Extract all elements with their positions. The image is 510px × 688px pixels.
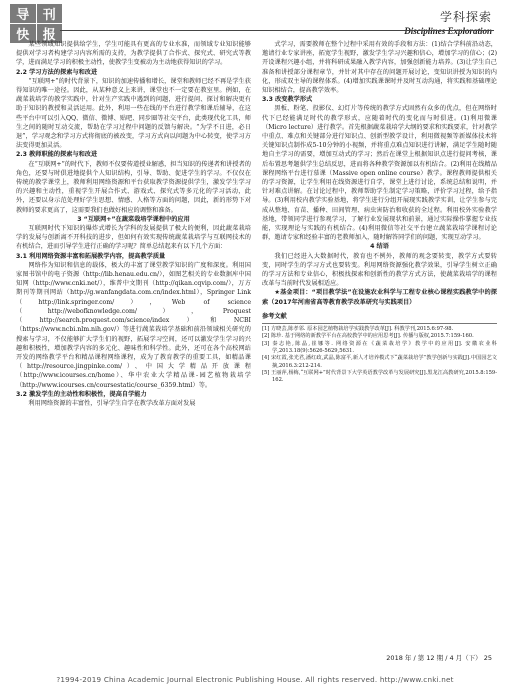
section-heading: 3.3 改变教学形式 bbox=[262, 96, 313, 104]
reference-item: [5] 王丽萍,杨梅,“互联网+”时代背景下大学英语教学改革与发展研究[J].黑龙江高教研究,2015.8:159-162. bbox=[262, 369, 497, 384]
reference-item: [3] 秦志艳,陈晶,崔娜等. 网络资源在《蔬菜栽培学》教学中的应用[J]. 安徽农业科学,2013.18(9):5626-5629,5631. bbox=[262, 340, 497, 354]
references-divider bbox=[262, 323, 497, 324]
paragraph: 某些领域知识提供给学生，学生可能具有更高的专业水准，而领域专业知识能够提供对学习者构建学习内容所需的支持，为教学提供了合作式、探究式、研究式等教学，进而满足学习的积极主动性，使教学生变被动为主动地获得知识的学习。 bbox=[16, 41, 251, 67]
paragraph: 式学习，需要教师在整个过程中采用有效的手段和方法：(1)结合学科前沿动态，邀请行业专家讲座，拓宽学生视野，激发学生学习兴趣和信心，增加学习的信心；(2)开设课程兴趣小组，并将科研成果融入教学内容，加强创新能力培养。(3)让学生自己准备和讲授部分课程章节，并针对其中存在的问题开展讨论，变知识讲授为知识的内化，形成双主导的课程体系。(4)增加实践课课时并及时互动沟通，将实践和基础理论知识相结合，提高教学效率。 bbox=[262, 41, 497, 95]
section-heading: 2.2 学习方法的探索与和改进 bbox=[16, 68, 98, 76]
paragraph: “互联网+”的时代背景下，知识的加速传播和增长，课堂和教师已经不再是学生获得知识的唯一途径。因此，从某种意义上来讲，课堂也不一定要在教室里。例如，在蔬菜栽培学的教学实践中，针对生产实践中遇到的问题，进行提问、探讨和解决更有助于知识的教授和灵活运用。此外，利用一些在线的平台进行教学和课后辅导，在这些平台中可以引入QQ、微信、微博、贴吧、同步圈等社交平台，此类现代化工具，师生之间的随时互动交流，帮助在学习过程中问题的反馈与解决。“为学不日进，必日退”，学习观念和学习方式将彻底的被改变，学习方式向以问题为中心转变，使学习方法变得更加灵活。 bbox=[16, 77, 251, 150]
reference-item: [4] 宋红霞,张光君,潘红政,武晶,陈富平,新人才培养模式下“蔬菜栽培学”教学创新与实践[J].中国园艺文摘,2016.3:212-214. bbox=[262, 355, 497, 369]
reference-item: [2] 陈珍. 基于网络的新教学平台在高校教学中的应用思考[J]. 传播与版权,2015.7:159-160. bbox=[262, 333, 474, 340]
journal-section-title-en: Disciplines Exploration bbox=[404, 26, 492, 36]
section-heading: 4 结语 bbox=[370, 243, 389, 251]
paragraph: 黑板、粉笔、投影仪、幻灯片等传统的教学方式固然有众多的优点，但在网络时代下已经能满足时代的教学形式，应随着时代的变化而与时俱进。(1)利用微课（Micro lecture）进行教学。首先根据蔬菜栽培学大纲的要求和实践要求，针对教学中重点、难点和关键部分进行知识点、创新型教学设计，利用微视频等新媒体技术将关键知识点制作成5-10分钟的小视频，并将重点难点知识进行讲解，满足学生随时随地自主学习的需要，增加互动式的学习；然后在课堂上根据知识点进行提问考核，课后布置思考题供学生总结反思，进而将各种教学资源加以有机结合。(2)利用在线精品课程网络平台进行慕课（Massive open online course）教学。课程教师提供相关的学习资源，让学生利用在线资源进行自学，课堂上进行讨论，系统总结和说明，并针对难点讲解。在讨论过程中，教师帮助学生制定学习策略，评价学习过程，给予指导。(3)利用校内教学实验基地，将学生进行分组开展现实践教学实训，让学生参与完成从整地、育苗、播种、田间管理、病虫害防治和收获的全过程。利用校外实验教学基地，带领同学进行参观学习，了解行业发展现状和前景，通过实际操作掌握专业技能，实现理论与实践的有机结合。(4)利用微信等社交平台建立蔬菜栽培学课程讨论群，邀请专家和经验丰富的老教师加入，随时解答同学们的问题，实现互动学习。 bbox=[262, 105, 497, 242]
references-list bbox=[262, 326, 497, 384]
masthead bbox=[404, 8, 492, 36]
paragraph: 在“互联网+”的时代下，教师不仅要传道授业解惑，担当知识的传递者和讲授者的角色，还要与时俱进地提供个人知识结构，引导、帮助、促进学生的学习。不仅仅在传统的教学课堂上，教师利用网络资源和平台获取教学资源提供学生，激发学生学习的兴趣和主动性，重视学生开展合作式、游戏式、探究式等多元化的学习活动，此外，还要以身示范处理好学生思想、情感、人格等方面的问题，因此，新的形势下对教师的要求更高了，这需要我们也做好相应的调整和准备。 bbox=[16, 160, 251, 214]
journal-logo bbox=[10, 4, 62, 44]
journal-section-title: 学科探索 bbox=[439, 10, 492, 24]
spacer bbox=[262, 307, 497, 310]
page-footer: 2018 年 / 第 12 期 / 4 月（下） 25 bbox=[386, 654, 492, 662]
paragraph: 我们已经进入大数据时代，教育也不例外，教师的观念要转变，教学方式要转变，同时学生的学习方式也要转变。利用网络资源强化教学效果，引导学生树立正确的学习方法和专业信心，积极找探索和创新性的教学方式方法，使蔬菜栽培学的课程改革与当前时代发展相适应。 bbox=[262, 252, 497, 288]
paragraph: 互联网时代下知识的爆炸式增长为学科的发展提供了极大的便利，因此蔬菜栽培学的发展与创新离不开科技的进步，但如何有效实现传统蔬菜栽培学与互联网技术的有机结合，进而引导学生进行正确的学习呢？简单总结起来有以下几个方面： bbox=[16, 225, 251, 251]
section-heading: 3 “互联网+”在蔬菜栽培学课程中的应用 bbox=[77, 215, 190, 223]
right-column-body bbox=[262, 40, 497, 307]
logo-char: 导 bbox=[10, 4, 36, 23]
logo-char: 报 bbox=[37, 24, 63, 43]
section-heading: 2.3 教师职能的探索与和改进 bbox=[16, 151, 98, 159]
right-column bbox=[262, 40, 497, 384]
paragraph: 利用网络资源的丰富性，引导学生自学在教学改革方面对发展 bbox=[28, 399, 196, 407]
copyright-notice: ?1994-2019 China Academic Journal Electronic Publishing House. All rights reserved. http://www.cnki.net bbox=[56, 675, 454, 684]
header-divider bbox=[60, 30, 494, 31]
section-heading: 3.1 利用网络资源丰富和拓展教学内容，提高教学质量 bbox=[16, 252, 166, 260]
reference-item: [1] 方晓芸,陈孝邻. 原本园艺植物栽培学实践教学改革[J]. 科教学刊,2015.6:97-98. bbox=[262, 326, 454, 333]
references-heading: 参考文献 bbox=[262, 312, 287, 320]
section-heading: 3.2 激发学生的主动性和积极性，提高自学能力 bbox=[16, 390, 147, 398]
left-column bbox=[16, 40, 251, 408]
section-heading: ★基金项目：“项目教学法”在设施农业科学与工程专业核心课程实践教学中的探索（2017年河南省高等教育教学改革研究与实践项目） bbox=[262, 289, 497, 306]
paragraph: 网络作为知识和信息的载体，极大的丰富了课堂教学知识的广度和深度。利用国家图书馆中的电子资源（http://lib.henau.edu.cn/），如图艺相关的专业数据库中国知网（http://www.cnki.net/），维普中文期刊（http://qikan.cqvip.com/），万方期刊等期刊网站（http://g.wanfangdata.com.cn/index.html），Springer Link（http://link.springer.com/），Web of science（http://webofknowledge.com/），Proquest（http://search.proquest.com/science/index）和NCBI（https://www.ncbi.nlm.nih.gov/）等进行蔬菜栽培学基础和前沿领域相关研究的搜索与学习，不仅能够扩大学生们的视野，拓展学习空间，还可以激发学生学习的兴趣和积极性，增加教学内容的多元化、趣味性和科学性。此外，还可在各个高校网站开发的网络教学平台和精品课程网络课程，成为了教育教学的重要工具，如精品课（http://resource.jingpinke.com/）、中国大学精品开放课程（http://www.icourses.cn/home）、华中农业大学精品课-园艺植物栽培学（http://www.icourses.cn/coursestatic/course_6359.html）等。 bbox=[16, 261, 251, 389]
logo-char: 快 bbox=[10, 24, 36, 43]
logo-char: 刊 bbox=[37, 4, 63, 23]
